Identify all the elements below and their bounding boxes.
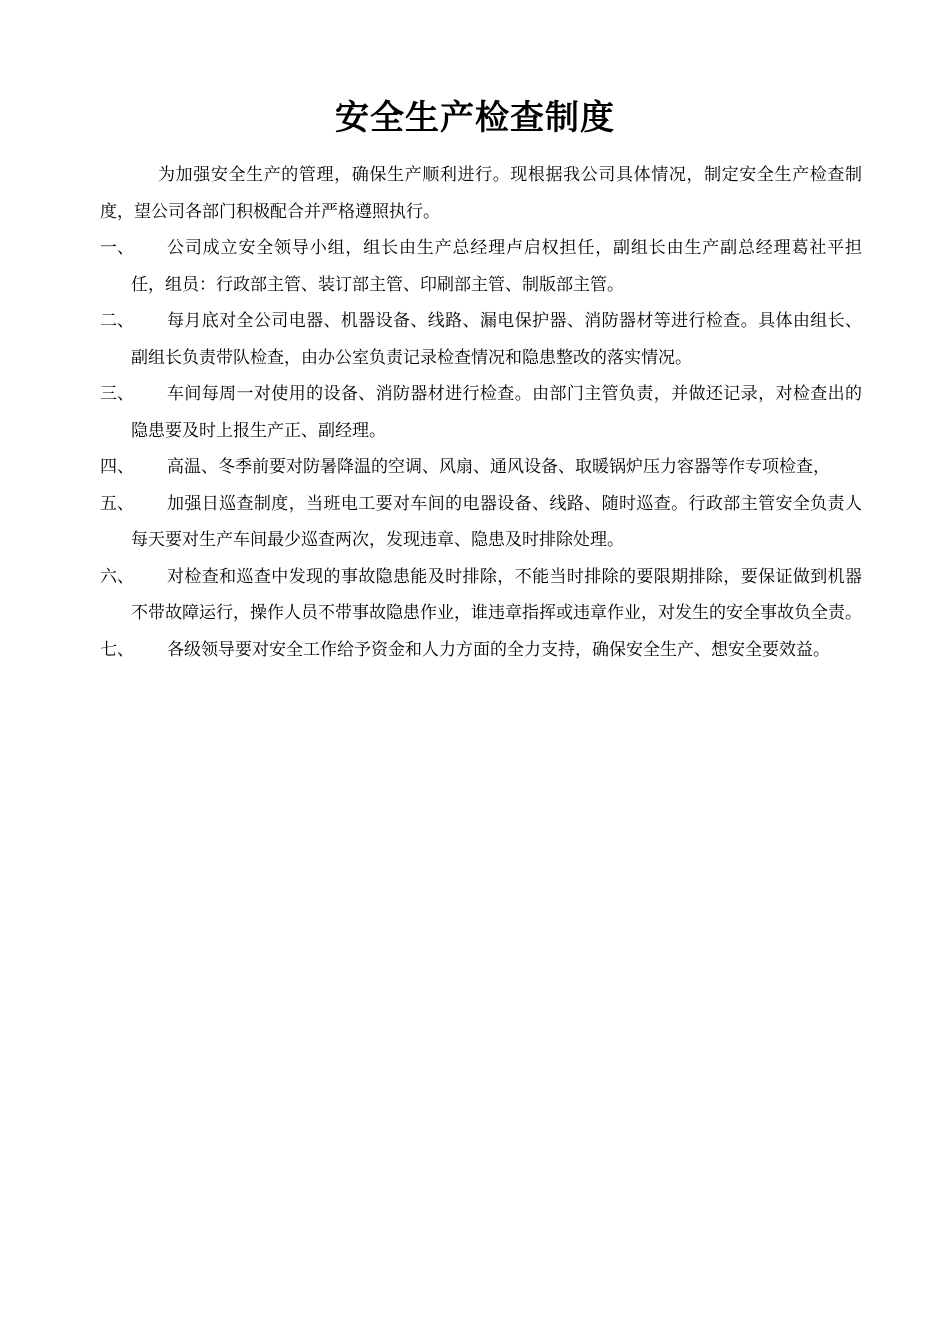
item-text: 加强日巡查制度，当班电工要对车间的电器设备、线路、随时巡查。行政部主管安全负责人每天要对生产车间最少巡查两次，发现违章、隐患及时排除处理。 (131, 493, 862, 550)
list-item (100, 632, 862, 669)
item-text: 每月底对全公司电器、机器设备、线路、漏电保护器、消防器材等进行检查。具体由组长、副组长负责带队检查，由办公室负责记录检查情况和隐患整改的落实情况。 (131, 311, 862, 368)
list-item (100, 376, 862, 449)
list-item (100, 230, 862, 303)
item-number: 一、 (100, 238, 134, 258)
item-number: 三、 (100, 384, 134, 404)
item-number: 七、 (100, 639, 134, 660)
item-text: 车间每周一对使用的设备、消防器材进行检查。由部门主管负责，并做还记录，对检查出的隐患要及时上报生产正、副经理。 (131, 384, 862, 441)
intro-paragraph: 为加强安全生产的管理，确保生产顺利进行。现根据我公司具体情况，制定安全生产检查制度，望公司各部门积极配合并严格遵照执行。 (100, 165, 862, 222)
list-item (100, 449, 862, 486)
item-number: 四、 (100, 457, 134, 477)
document-title: 安全生产检查制度 (335, 98, 615, 138)
item-number: 五、 (100, 493, 134, 514)
item-text: 对检查和巡查中发现的事故隐患能及时排除，不能当时排除的要限期排除，要保证做到机器不带故障运行，操作人员不带事故隐患作业，谁违章指挥或违章作业，对发生的安全事故负全责。 (131, 566, 862, 623)
item-number: 二、 (100, 311, 134, 331)
item-text: 高温、冬季前要对防暑降温的空调、风扇、通风设备、取暖锅炉压力容器等作专项检查， (167, 457, 830, 477)
list-item (100, 486, 862, 559)
list-item (100, 303, 862, 376)
item-number: 六、 (100, 566, 134, 587)
document-body (100, 157, 862, 668)
item-text: 各级领导要对安全工作给予资金和人力方面的全力支持，确保安全生产、想安全要效益。 (167, 639, 830, 660)
item-text: 公司成立安全领导小组，组长由生产总经理卢启权担任，副组长由生产副总经理葛社平担任，组员：行政部主管、装订部主管、印刷部主管、制版部主管。 (131, 238, 862, 295)
list-item (100, 559, 862, 632)
